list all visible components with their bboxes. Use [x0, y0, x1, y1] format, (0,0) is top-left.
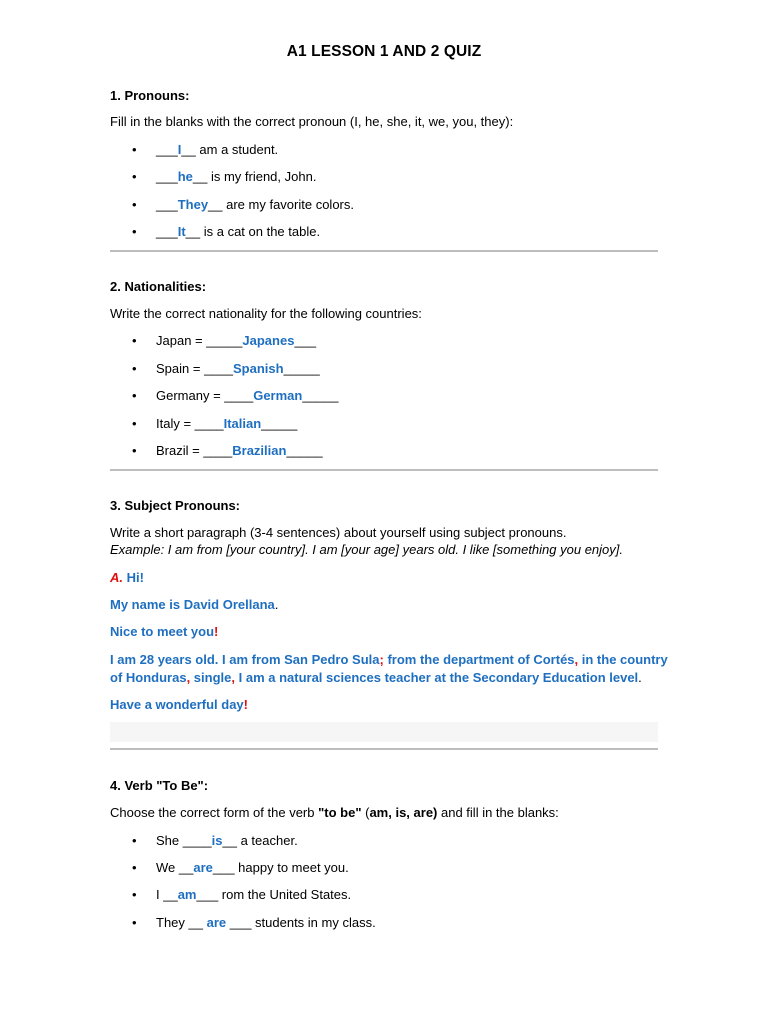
punctuation: ! — [243, 697, 248, 712]
item-suffix: _____ — [261, 416, 298, 431]
bullet-icon: • — [132, 361, 137, 376]
punctuation: ; — [379, 652, 384, 667]
section-4-instruction — [110, 805, 559, 820]
answer-text: Nice to meet you — [110, 624, 215, 639]
answer-text: are — [206, 915, 227, 930]
answer-text: is — [211, 833, 223, 848]
item-suffix: __ am a student. — [181, 142, 279, 157]
item-prefix: I __ — [156, 887, 178, 902]
item-prefix: We __ — [156, 860, 194, 875]
section-2-instruction: Write the correct nationality for the following countries: — [110, 306, 422, 321]
item-prefix: ___ — [156, 142, 178, 157]
item-prefix: Japan = _____ — [156, 333, 243, 348]
item-prefix: ___ — [156, 197, 178, 212]
answer-text: Brazilian — [232, 443, 287, 458]
instruction-text: Choose the correct form of the verb — [110, 805, 319, 820]
section-divider — [110, 748, 658, 750]
punctuation: . — [638, 670, 642, 685]
answer-nice-line — [110, 624, 218, 639]
answer-text: single — [190, 670, 232, 685]
item-prefix: She ____ — [156, 833, 212, 848]
item-suffix: __ are my favorite colors. — [208, 197, 354, 212]
answer-closing-line — [110, 697, 248, 712]
answer-hi: Hi! — [126, 570, 144, 585]
bullet-icon: • — [132, 224, 137, 239]
section-3-example: Example: I am from [your country]. I am [your age] years old. I like [something you enjoy]. — [110, 542, 623, 557]
answer-text: I — [177, 142, 182, 157]
item-suffix: __ is my friend, John. — [192, 169, 317, 184]
bullet-icon: • — [132, 887, 137, 902]
answer-text: of Honduras — [110, 670, 187, 685]
item-suffix: _____ — [283, 361, 320, 376]
answer-text: Have a wonderful day — [110, 697, 244, 712]
section-3-heading: 3. Subject Pronouns: — [110, 498, 241, 513]
answer-text: Japanes — [242, 333, 295, 348]
answer-text: from the department of Cortés — [383, 652, 575, 667]
item-prefix: They __ — [156, 915, 207, 930]
item-suffix: __ a teacher. — [222, 833, 298, 848]
instruction-text: and fill in the blanks: — [437, 805, 559, 820]
answer-text: They — [177, 197, 209, 212]
answer-name-line — [110, 597, 278, 612]
answer-label: A. — [110, 570, 123, 585]
bullet-icon: • — [132, 443, 137, 458]
empty-answer-line — [110, 722, 658, 742]
section-divider — [110, 469, 658, 471]
section-divider — [110, 250, 658, 252]
page-title: A1 LESSON 1 AND 2 QUIZ — [286, 43, 482, 60]
answer-text: he — [177, 169, 193, 184]
bullet-icon: • — [132, 142, 137, 157]
item-prefix: ___ — [156, 169, 178, 184]
answer-paragraph-line-1 — [110, 652, 668, 667]
answer-text: German — [253, 388, 303, 403]
item-suffix: __ is a cat on the table. — [185, 224, 321, 239]
answer-text: are — [193, 860, 213, 875]
answer-text: Italian — [223, 416, 262, 431]
punctuation: . — [274, 597, 279, 612]
section-2-heading: 2. Nationalities: — [110, 279, 207, 294]
item-suffix: _____ — [286, 443, 323, 458]
bullet-icon: • — [132, 915, 137, 930]
bullet-icon: • — [132, 169, 137, 184]
instruction-bold: am, is, are) — [369, 805, 438, 820]
bullet-icon: • — [132, 860, 137, 875]
section-3-instruction: Write a short paragraph (3-4 sentences) about yourself using subject pronouns. — [110, 525, 567, 540]
item-suffix: ___ happy to meet you. — [212, 860, 349, 875]
section-1-heading: 1. Pronouns: — [110, 88, 190, 103]
item-suffix: ___ — [294, 333, 317, 348]
answer-text: Spanish — [232, 361, 284, 376]
section-4-heading: 4. Verb "To Be": — [110, 778, 209, 793]
punctuation: , — [574, 652, 579, 667]
item-suffix: _____ — [302, 388, 339, 403]
item-prefix: Brazil = ____ — [156, 443, 233, 458]
bullet-icon: • — [132, 416, 137, 431]
item-prefix: ___ — [156, 224, 178, 239]
answer-text: I am 28 years old. I am from San Pedro Sula — [110, 652, 380, 667]
bullet-icon: • — [132, 833, 137, 848]
bullet-icon: • — [132, 197, 137, 212]
item-suffix: ___ students in my class. — [226, 915, 376, 930]
instruction-bold: "to be" — [318, 805, 362, 820]
answer-text: in the country — [578, 652, 668, 667]
instruction-text: ( — [361, 805, 370, 820]
answer-text: I am a natural sciences teacher at the Secondary Education level — [235, 670, 639, 685]
bullet-icon: • — [132, 388, 137, 403]
punctuation: , — [186, 670, 191, 685]
answer-greeting — [110, 570, 144, 585]
bullet-icon: • — [132, 333, 137, 348]
punctuation: , — [231, 670, 235, 685]
item-suffix: ___ rom the United States. — [196, 887, 352, 902]
item-prefix: Italy = ____ — [156, 416, 224, 431]
answer-text: My name is David Orellana — [110, 597, 275, 612]
section-1-instruction: Fill in the blanks with the correct pronoun (I, he, she, it, we, you, they): — [110, 114, 514, 129]
punctuation: ! — [214, 624, 219, 639]
answer-text: It — [177, 224, 186, 239]
answer-text: am — [177, 887, 197, 902]
answer-paragraph-line-2 — [110, 670, 642, 685]
item-prefix: Germany = ____ — [156, 388, 254, 403]
item-prefix: Spain = ____ — [156, 361, 233, 376]
